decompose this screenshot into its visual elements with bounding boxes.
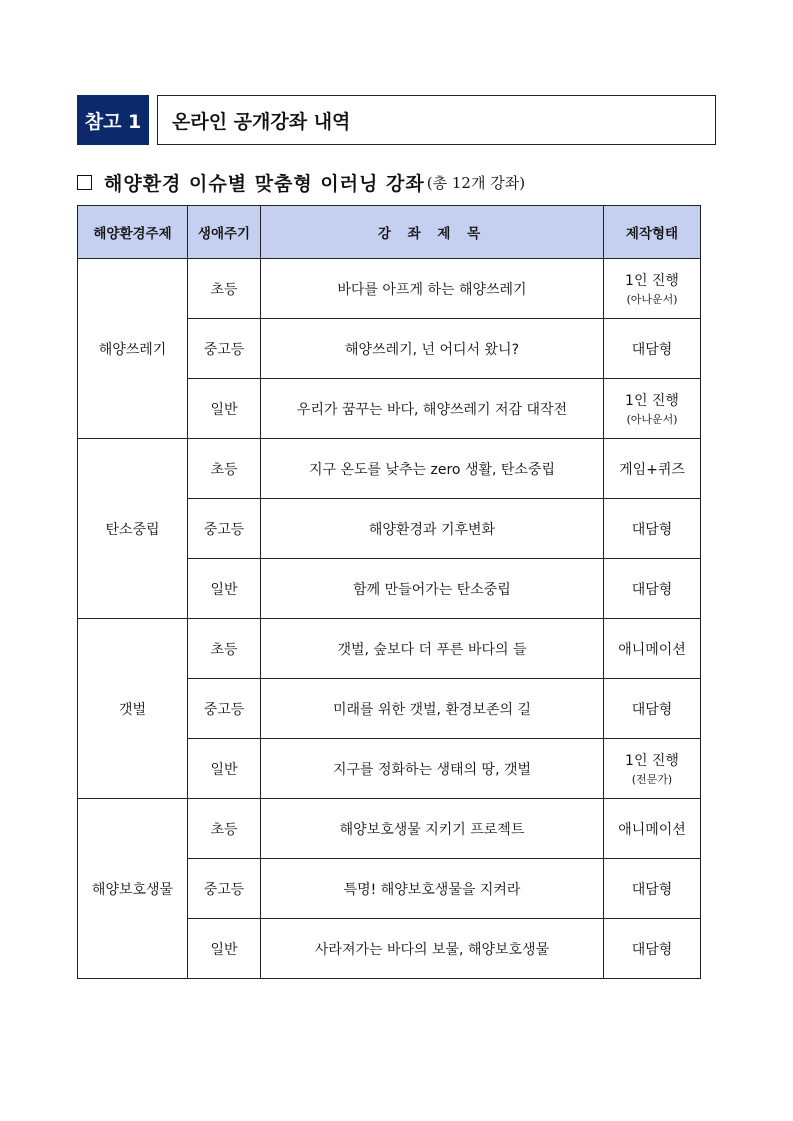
column-header-format: 제작형태 [604, 206, 701, 259]
stage-cell: 초등 [188, 619, 261, 679]
format-label: 1인 진행 [625, 273, 679, 289]
format-label: 1인 진행 [625, 753, 679, 769]
column-header-topic: 해양환경주제 [78, 206, 188, 259]
course-title-cell: 지구를 정화하는 생태의 땅, 갯벌 [261, 739, 604, 799]
stage-cell: 중고등 [188, 859, 261, 919]
reference-badge: 참고 1 [77, 95, 149, 145]
topic-cell: 해양쓰레기 [78, 259, 188, 439]
format-cell: 대담형 [604, 919, 701, 979]
course-title-cell: 미래를 위한 갯벌, 환경보존의 길 [261, 679, 604, 739]
stage-cell: 일반 [188, 919, 261, 979]
stage-cell: 일반 [188, 379, 261, 439]
table-row [78, 799, 701, 859]
section-title: 해양환경 이슈별 맞춤형 이러닝 강좌 [104, 172, 425, 195]
format-sublabel: (아나운서) [626, 293, 678, 306]
format-cell: 대담형 [604, 559, 701, 619]
format-cell: 게임+퀴즈 [604, 439, 701, 499]
course-title-cell: 사라져가는 바다의 보물, 해양보호생물 [261, 919, 604, 979]
course-title-cell: 함께 만들어가는 탄소중립 [261, 559, 604, 619]
format-cell [604, 739, 701, 799]
table-row [78, 619, 701, 679]
format-cell [604, 379, 701, 439]
course-title-cell: 해양쓰레기, 넌 어디서 왔니? [261, 319, 604, 379]
format-cell: 대담형 [604, 679, 701, 739]
format-sublabel: (아나운서) [626, 413, 678, 426]
stage-cell: 중고등 [188, 499, 261, 559]
section-heading [77, 168, 525, 196]
column-header-stage: 생애주기 [188, 206, 261, 259]
stage-cell: 초등 [188, 259, 261, 319]
header-title: 온라인 공개강좌 내역 [157, 95, 716, 145]
format-cell: 대담형 [604, 859, 701, 919]
stage-cell: 일반 [188, 559, 261, 619]
stage-cell: 중고등 [188, 679, 261, 739]
course-title-cell: 해양보호생물 지키기 프로젝트 [261, 799, 604, 859]
table-row [78, 439, 701, 499]
topic-cell: 갯벌 [78, 619, 188, 799]
format-cell: 대담형 [604, 319, 701, 379]
stage-cell: 초등 [188, 799, 261, 859]
table-row [78, 259, 701, 319]
topic-cell: 해양보호생물 [78, 799, 188, 979]
section-note: (총 12개 강좌) [426, 173, 526, 192]
column-header-title: 강 좌 제 목 [261, 206, 604, 259]
topic-cell: 탄소중립 [78, 439, 188, 619]
checkbox-icon [77, 175, 92, 190]
course-title-cell: 지구 온도를 낮추는 zero 생활, 탄소중립 [261, 439, 604, 499]
format-cell [604, 259, 701, 319]
stage-cell: 초등 [188, 439, 261, 499]
course-table [77, 205, 701, 979]
format-cell: 대담형 [604, 499, 701, 559]
course-title-cell: 바다를 아프게 하는 해양쓰레기 [261, 259, 604, 319]
format-label: 1인 진행 [625, 393, 679, 409]
course-title-cell: 특명! 해양보호생물을 지켜라 [261, 859, 604, 919]
table-header-row [78, 206, 701, 259]
course-title-cell: 갯벌, 숲보다 더 푸른 바다의 들 [261, 619, 604, 679]
stage-cell: 중고등 [188, 319, 261, 379]
stage-cell: 일반 [188, 739, 261, 799]
course-title-cell: 우리가 꿈꾸는 바다, 해양쓰레기 저감 대작전 [261, 379, 604, 439]
course-title-cell: 해양환경과 기후변화 [261, 499, 604, 559]
format-cell: 애니메이션 [604, 619, 701, 679]
format-cell: 애니메이션 [604, 799, 701, 859]
reference-header [77, 95, 716, 145]
format-sublabel: (전문가) [631, 773, 673, 786]
